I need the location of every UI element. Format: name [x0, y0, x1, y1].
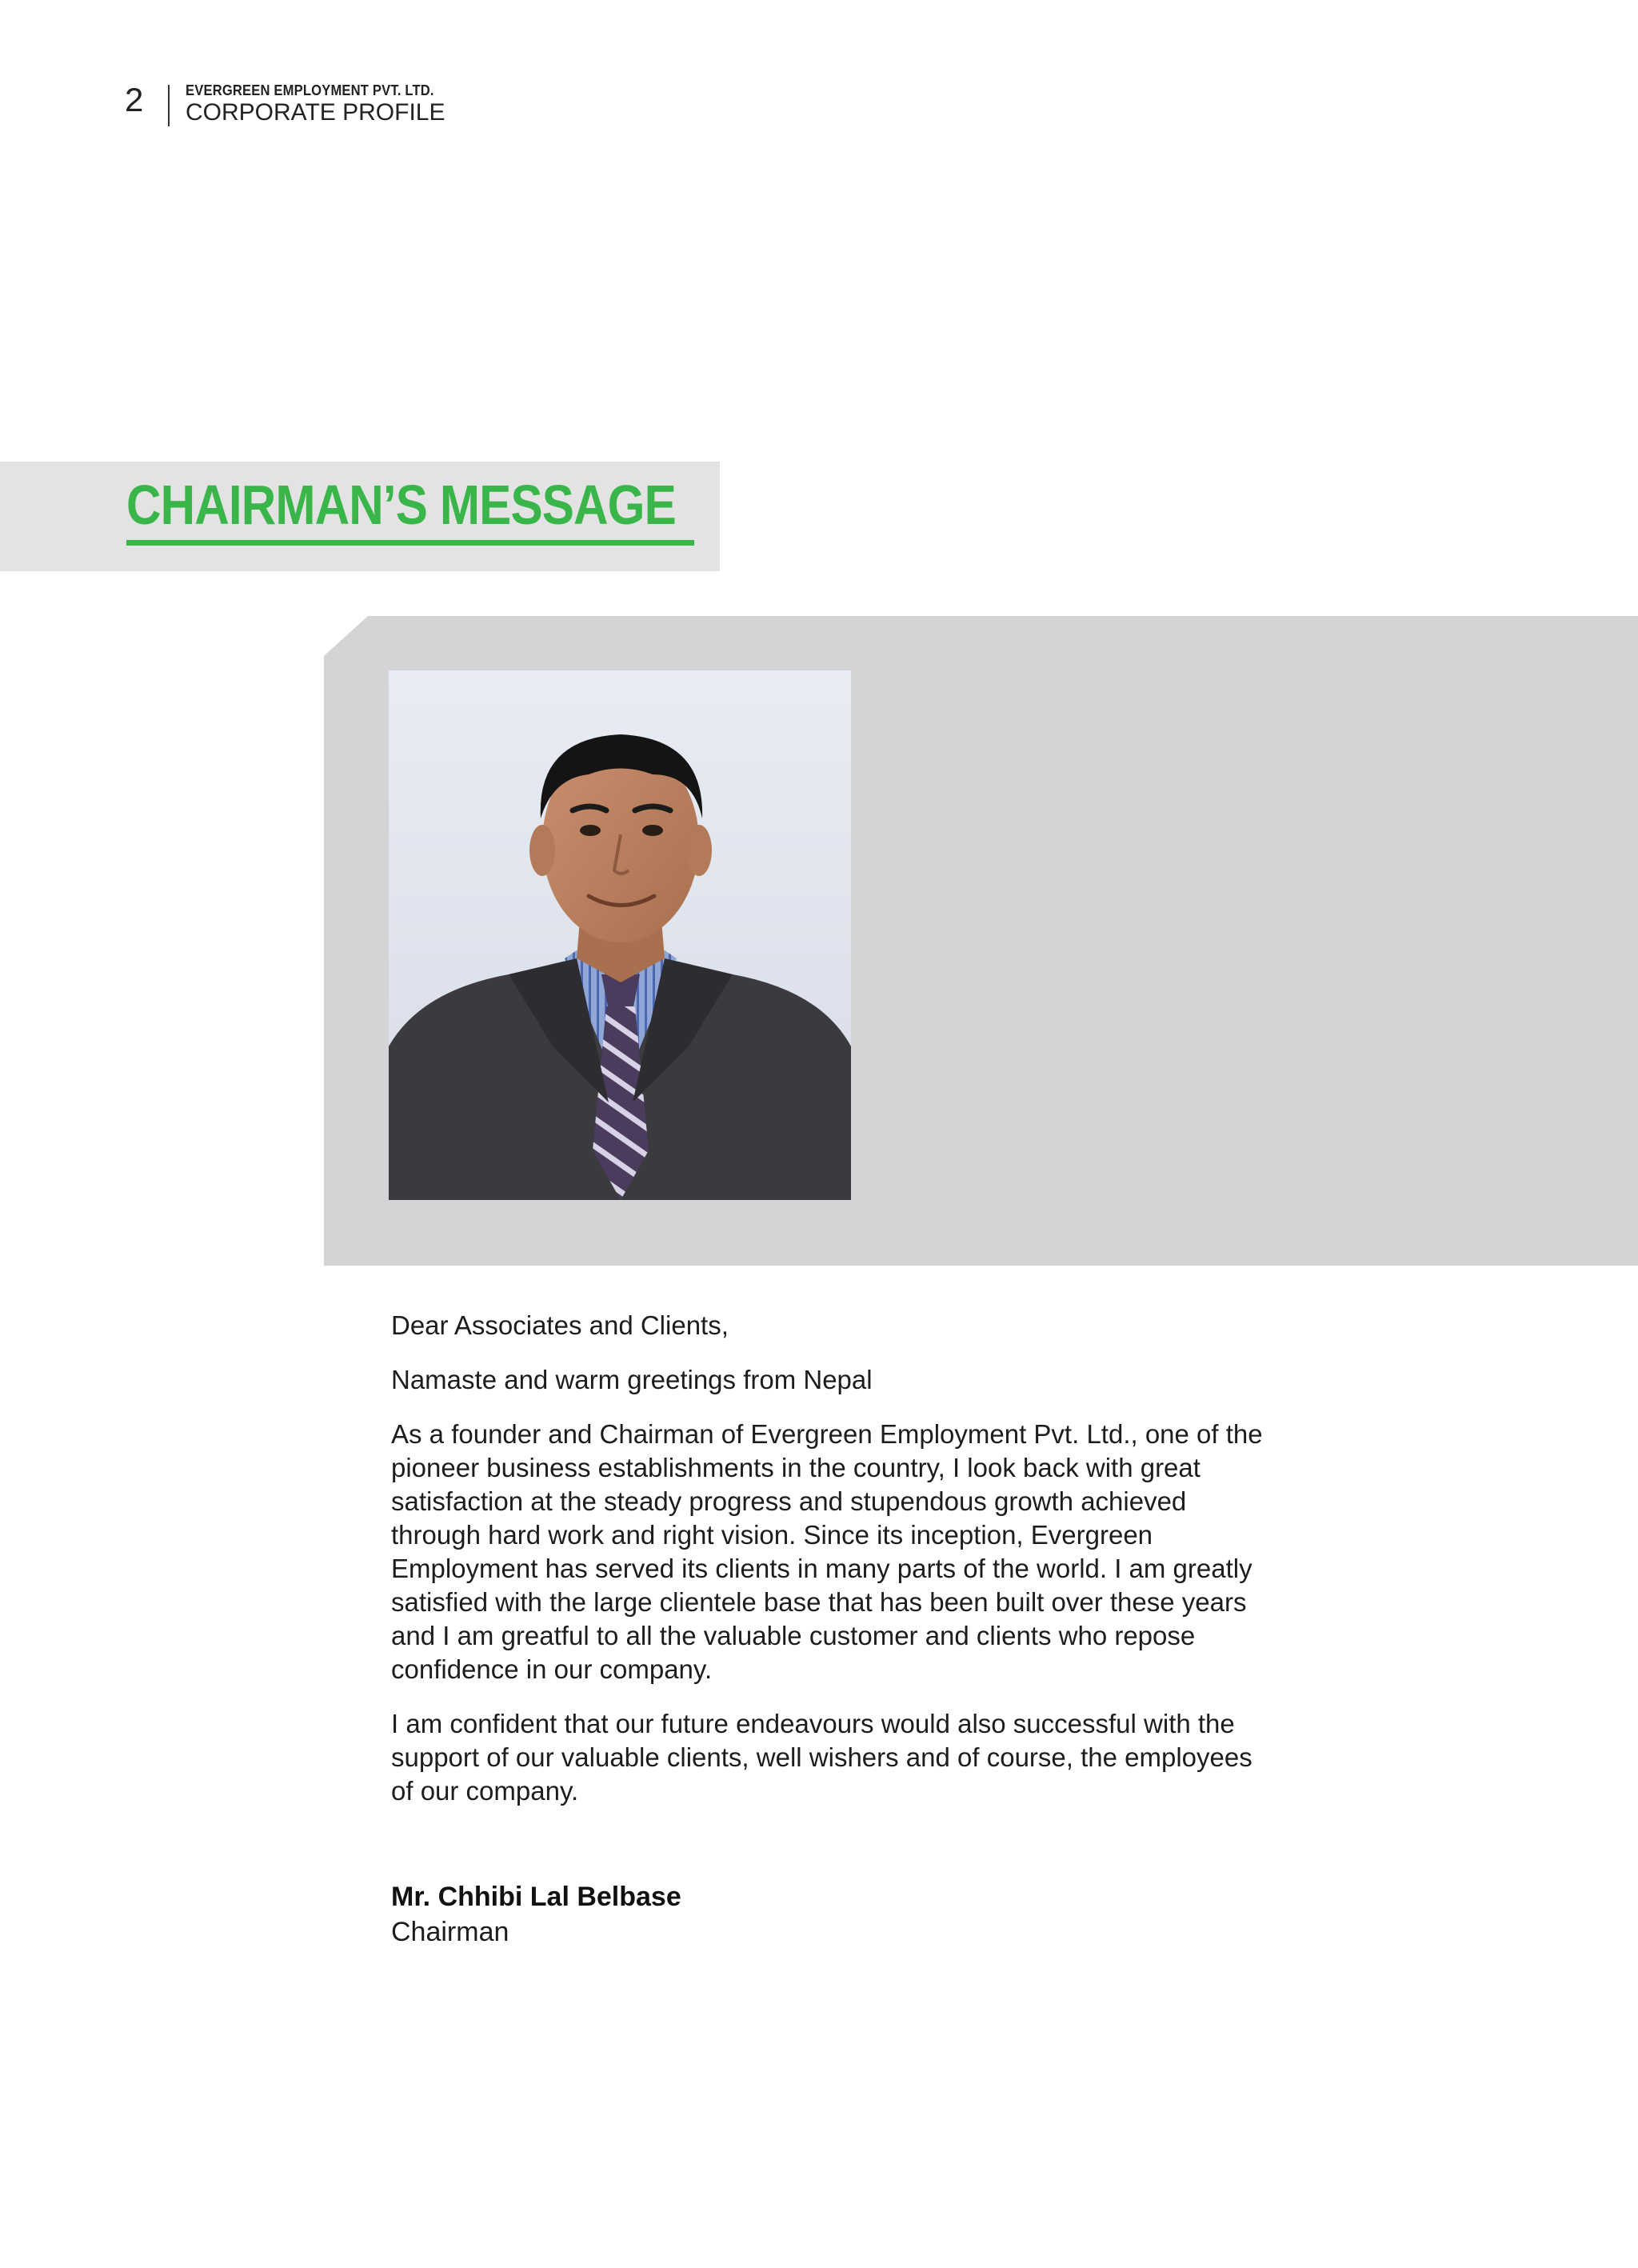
letter-greeting: Namaste and warm greetings from Nepal [391, 1365, 873, 1394]
section-title: CORPORATE PROFILE [186, 99, 445, 126]
signatory-name: Mr. Chhibi Lal Belbase [391, 1882, 681, 1912]
page-title: CHAIRMAN’S MESSAGE [126, 474, 676, 536]
signatory-title: Chairman [391, 1917, 509, 1947]
header-divider [168, 85, 170, 126]
letter-body [391, 1309, 1279, 1829]
title-underline [126, 540, 694, 546]
letter-salutation: Dear Associates and Clients, [391, 1310, 729, 1340]
letter-paragraph-2: I am confident that our future endeavours would also successful with the support of our valuable clients, well wishers and of course, the employees of our company. [391, 1709, 1252, 1806]
chairman-portrait [389, 670, 851, 1200]
page-number: 2 [125, 81, 144, 118]
company-name: EVERGREEN EMPLOYMENT PVT. LTD. [186, 82, 434, 98]
letter-paragraph-1: As a founder and Chairman of Evergreen Employment Pvt. Ltd., one of the pioneer business establishments in the country, I look back with great satisfaction at the steady progress and stupendous growth achieved through hard work and right vision. Since its inception, Evergreen Employment has served its clients in many parts of the world. I am greatly satisfied with the large clientele base that has been built over these years and I am greatful to all the valuable customer and clients who repose confidence in our company. [391, 1419, 1263, 1684]
